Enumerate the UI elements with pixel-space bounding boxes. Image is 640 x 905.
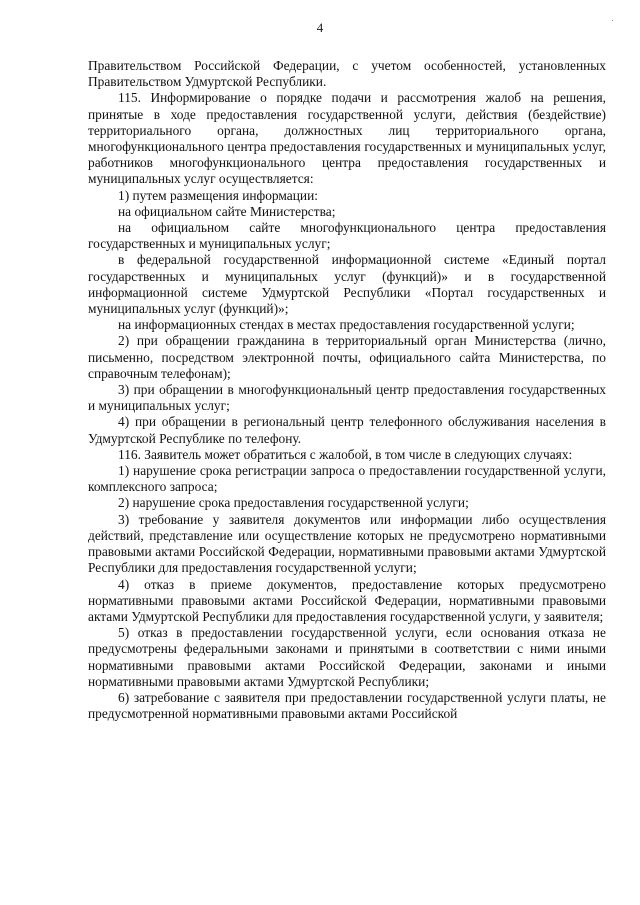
case-item-1: 1) нарушение срока регистрации запроса о предоставлении государственной услуги, комплексного запроса; (88, 463, 606, 495)
sub-item-federal-portal: в федеральной государственной информационной системе «Единый портал государственных и муниципальных услуг (функций)» и в государственной информационной системе Удмуртской Республики «Портал государственных и муниципальных услуг (функций)»; (88, 252, 606, 317)
sub-item-info-stands: на информационных стендах в местах предоставления государственной услуги; (118, 317, 575, 333)
paragraph-116: 116. Заявитель может обратиться с жалобой, в том числе в следующих случаях: (118, 446, 573, 462)
list-item-1: 1) путем размещения информации: (118, 187, 318, 203)
sub-item-ministry-site: на официальном сайте Министерства; (118, 203, 336, 219)
paragraph-continuation: Правительством Российской Федерации, с учетом особенностей, установленных Правительством Удмуртской Республики. (88, 58, 606, 90)
sub-item-mfc-site: на официальном сайте многофункционального центра предоставления государственных и муниципальных услуг; (88, 220, 606, 252)
list-item-4: 4) при обращении в региональный центр телефонного обслуживания населения в Удмуртской Республике по телефону. (88, 414, 606, 446)
case-item-2: 2) нарушение срока предоставления государственной услуги; (118, 495, 469, 511)
case-item-5: 5) отказ в предоставлении государственной услуги, если основания отказа не предусмотрены федеральными законами и принятыми в соответствии с ними иными нормативными правовыми актами Российской Федерации, законами и иными нормативными правовыми актами Удмуртской Республики; (88, 625, 606, 689)
case-item-3: 3) требование у заявителя документов или информации либо осуществления действий, представление или осуществление которых не предусмотрено нормативными правовыми актами Российской Федерации, нормативными правовыми актами Удмуртской Республики для предоставления государственной услуги; (88, 511, 606, 576)
scan-speck (612, 20, 613, 21)
page-number: 4 (316, 20, 324, 35)
document-body (88, 58, 606, 722)
case-item-6: 6) затребование с заявителя при предоставлении государственной услуги платы, не предусмотренной нормативными правовыми актами Российской (88, 689, 606, 722)
list-item-2: 2) при обращении гражданина в территориальный орган Министерства (лично, письменно, посредством электронной почты, официального сайта Министерства, по справочным телефонам); (88, 333, 606, 381)
list-item-3: 3) при обращении в многофункциональный центр предоставления государственных и муниципальных услуг; (88, 382, 606, 414)
paragraph-115: 115. Информирование о порядке подачи и рассмотрения жалоб на решения, принятые в ходе предоставления государственной услуги, действия (бездействие) территориального органа, должностных лиц территориального органа, многофункционального центра предоставления государственных и муниципальных услуг, работников многофункционального центра предоставления государственных и муниципальных услуг осуществляется: (88, 90, 606, 187)
case-item-4: 4) отказ в приеме документов, предоставление которых предусмотрено нормативными правовыми актами Российской Федерации, нормативными правовыми актами Удмуртской Республики для предоставления государственной услуги, у заявителя; (88, 576, 606, 624)
